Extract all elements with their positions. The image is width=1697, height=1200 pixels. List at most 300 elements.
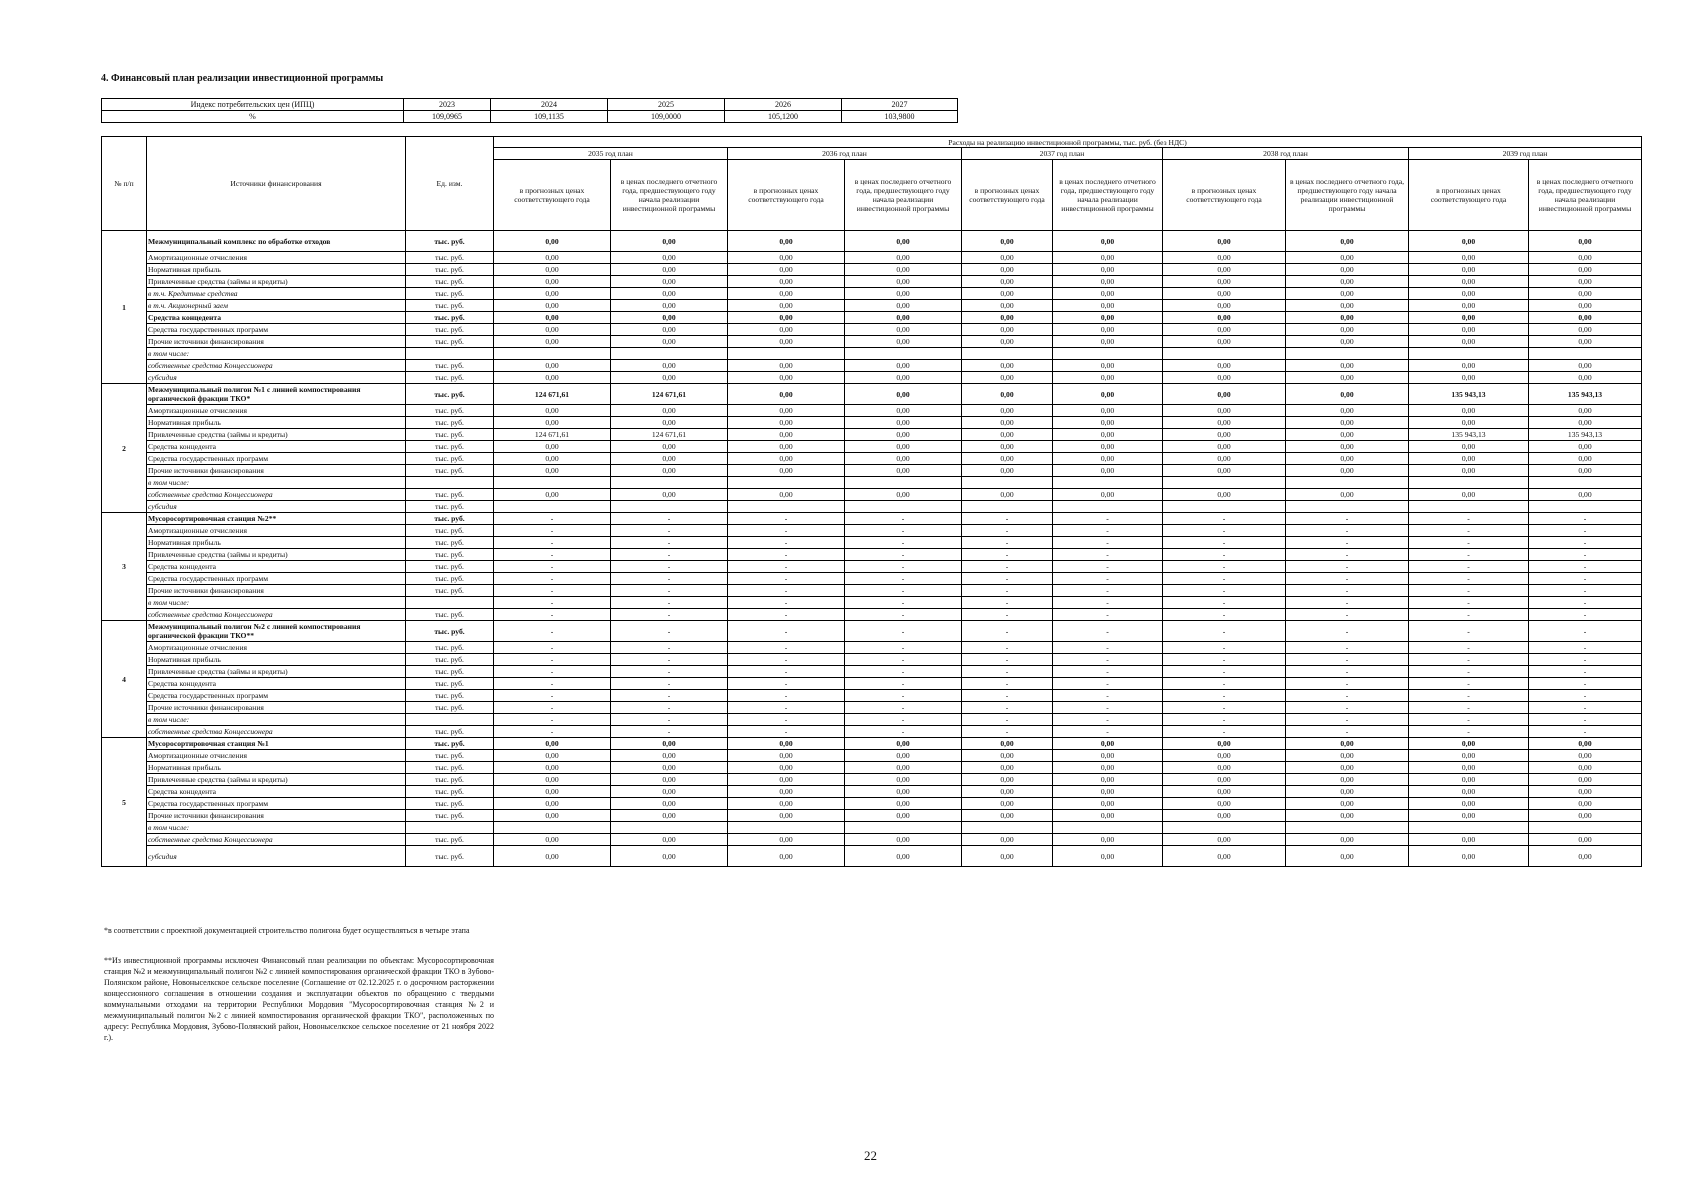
value-cell: - xyxy=(1529,714,1642,726)
value-cell: 0,00 xyxy=(1409,324,1529,336)
value-cell xyxy=(1529,477,1642,489)
source-label: в т.ч. Кредитные средства xyxy=(147,288,406,300)
subheader-forecast-prices: в прогнозных ценах соответствующего года xyxy=(1163,160,1286,231)
value-cell: - xyxy=(494,573,611,585)
value-cell: 0,00 xyxy=(845,312,962,324)
value-cell: 0,00 xyxy=(1163,834,1286,846)
value-cell: 0,00 xyxy=(1053,417,1163,429)
table-row xyxy=(102,417,1642,429)
source-label: Средства концедента xyxy=(147,561,406,573)
value-cell: 0,00 xyxy=(494,336,611,348)
value-cell: 0,00 xyxy=(1163,786,1286,798)
value-cell: - xyxy=(962,537,1053,549)
table-row xyxy=(102,798,1642,810)
value-cell: 0,00 xyxy=(1163,441,1286,453)
value-cell: 0,00 xyxy=(845,324,962,336)
value-cell: 0,00 xyxy=(494,405,611,417)
value-cell: 0,00 xyxy=(1053,300,1163,312)
value-cell: 0,00 xyxy=(728,810,845,822)
unit-cell: тыс. руб. xyxy=(406,549,494,561)
value-cell: 0,00 xyxy=(1409,336,1529,348)
source-label: Амортизационные отчисления xyxy=(147,642,406,654)
value-cell: - xyxy=(1286,549,1409,561)
value-cell: 0,00 xyxy=(1053,786,1163,798)
value-cell: 0,00 xyxy=(1529,360,1642,372)
value-cell: - xyxy=(962,726,1053,738)
table-row xyxy=(102,537,1642,549)
value-cell: - xyxy=(962,561,1053,573)
value-cell: - xyxy=(1163,597,1286,609)
table-row xyxy=(102,441,1642,453)
value-cell: 0,00 xyxy=(962,786,1053,798)
value-cell xyxy=(494,822,611,834)
source-label: Межмуниципальный комплекс по обработке отходов xyxy=(147,231,406,252)
value-cell: - xyxy=(1286,678,1409,690)
source-label: собственные средства Концессионера xyxy=(147,360,406,372)
value-cell: - xyxy=(611,609,728,621)
value-cell: 135 943,13 xyxy=(1409,429,1529,441)
value-cell xyxy=(845,822,962,834)
value-cell: - xyxy=(1286,537,1409,549)
value-cell: 0,00 xyxy=(1409,774,1529,786)
value-cell: - xyxy=(1163,726,1286,738)
footnote-1: *в соответствии с проектной документацией строительство полигона будет осуществляться в четыре этапа xyxy=(104,926,470,935)
subheader-base-prices: в ценах последнего отчетного года, предшествующего году начала реализации инвестиционной программы xyxy=(845,160,962,231)
cpi-value: 109,0000 xyxy=(608,111,725,123)
value-cell xyxy=(1529,822,1642,834)
source-label: Прочие источники финансирования xyxy=(147,585,406,597)
value-cell: 0,00 xyxy=(1053,288,1163,300)
source-label: в том числе: xyxy=(147,597,406,609)
source-label: Амортизационные отчисления xyxy=(147,252,406,264)
value-cell: - xyxy=(845,597,962,609)
unit-cell: тыс. руб. xyxy=(406,288,494,300)
value-cell: 0,00 xyxy=(845,774,962,786)
value-cell: 0,00 xyxy=(1163,750,1286,762)
financial-plan-table xyxy=(101,136,1642,867)
source-label: субсидия xyxy=(147,372,406,384)
value-cell: - xyxy=(1053,609,1163,621)
value-cell: 0,00 xyxy=(728,786,845,798)
value-cell: - xyxy=(728,549,845,561)
value-cell: 0,00 xyxy=(1163,312,1286,324)
value-cell: - xyxy=(1286,654,1409,666)
value-cell: - xyxy=(1163,609,1286,621)
table-row xyxy=(102,609,1642,621)
value-cell: 0,00 xyxy=(1053,405,1163,417)
value-cell: 0,00 xyxy=(962,810,1053,822)
unit-cell: тыс. руб. xyxy=(406,810,494,822)
value-cell: 0,00 xyxy=(1053,774,1163,786)
source-label: в том числе: xyxy=(147,477,406,489)
value-cell: 0,00 xyxy=(1529,264,1642,276)
source-label: Прочие источники финансирования xyxy=(147,336,406,348)
table-row xyxy=(102,348,1642,360)
value-cell: 0,00 xyxy=(845,465,962,477)
source-label: Средства концедента xyxy=(147,312,406,324)
value-cell: 0,00 xyxy=(962,453,1053,465)
value-cell: - xyxy=(1163,678,1286,690)
value-cell: 0,00 xyxy=(1053,264,1163,276)
value-cell: 0,00 xyxy=(1286,417,1409,429)
value-cell: - xyxy=(611,678,728,690)
value-cell: 0,00 xyxy=(1163,798,1286,810)
table-row xyxy=(102,621,1642,642)
value-cell: 0,00 xyxy=(611,762,728,774)
value-cell: - xyxy=(1409,597,1529,609)
value-cell: - xyxy=(611,702,728,714)
cpi-year: 2026 xyxy=(725,99,842,111)
unit-cell: тыс. руб. xyxy=(406,738,494,750)
value-cell: 0,00 xyxy=(1163,276,1286,288)
value-cell: - xyxy=(611,549,728,561)
value-cell: - xyxy=(845,642,962,654)
value-cell: 0,00 xyxy=(1286,750,1409,762)
value-cell: 0,00 xyxy=(1163,465,1286,477)
value-cell: 0,00 xyxy=(1529,276,1642,288)
value-cell: 0,00 xyxy=(1409,441,1529,453)
source-label: Нормативная прибыль xyxy=(147,264,406,276)
value-cell: 0,00 xyxy=(728,429,845,441)
value-cell: 0,00 xyxy=(728,846,845,867)
value-cell: - xyxy=(1163,690,1286,702)
value-cell: - xyxy=(845,573,962,585)
value-cell: 0,00 xyxy=(1286,786,1409,798)
value-cell: - xyxy=(1409,573,1529,585)
value-cell xyxy=(728,501,845,513)
value-cell: - xyxy=(845,666,962,678)
value-cell: - xyxy=(611,642,728,654)
table-row xyxy=(102,549,1642,561)
subheader-forecast-prices: в прогнозных ценах соответствующего года xyxy=(962,160,1053,231)
table-row xyxy=(102,666,1642,678)
value-cell: - xyxy=(845,702,962,714)
value-cell: - xyxy=(611,573,728,585)
group-number: 4 xyxy=(102,621,147,738)
table-row xyxy=(102,336,1642,348)
value-cell: 0,00 xyxy=(1163,405,1286,417)
value-cell: 0,00 xyxy=(962,417,1053,429)
table-row xyxy=(102,429,1642,441)
value-cell xyxy=(1053,348,1163,360)
value-cell: - xyxy=(845,525,962,537)
value-cell: - xyxy=(1529,726,1642,738)
value-cell: - xyxy=(845,714,962,726)
value-cell: 0,00 xyxy=(728,774,845,786)
value-cell: 0,00 xyxy=(1163,453,1286,465)
unit-cell: тыс. руб. xyxy=(406,252,494,264)
value-cell: 0,00 xyxy=(1529,846,1642,867)
value-cell: 0,00 xyxy=(845,834,962,846)
value-cell: - xyxy=(494,690,611,702)
group-number: 5 xyxy=(102,738,147,867)
value-cell: 0,00 xyxy=(1163,810,1286,822)
value-cell: 0,00 xyxy=(494,276,611,288)
value-cell: 0,00 xyxy=(1529,231,1642,252)
value-cell: - xyxy=(962,549,1053,561)
value-cell: - xyxy=(611,561,728,573)
value-cell: - xyxy=(728,666,845,678)
value-cell: 0,00 xyxy=(1529,405,1642,417)
value-cell: - xyxy=(494,537,611,549)
value-cell: 0,00 xyxy=(845,252,962,264)
value-cell: 0,00 xyxy=(728,288,845,300)
value-cell: 0,00 xyxy=(1286,453,1409,465)
source-label: Мусоросортировочная станция №2** xyxy=(147,513,406,525)
value-cell: 0,00 xyxy=(1409,372,1529,384)
cpi-index-table xyxy=(101,98,958,123)
cpi-values-row xyxy=(102,111,958,123)
value-cell: 0,00 xyxy=(962,372,1053,384)
unit-cell: тыс. руб. xyxy=(406,417,494,429)
unit-cell: тыс. руб. xyxy=(406,312,494,324)
source-label: собственные средства Концессионера xyxy=(147,489,406,501)
value-cell: 0,00 xyxy=(1163,231,1286,252)
value-cell: 0,00 xyxy=(611,453,728,465)
value-cell: 0,00 xyxy=(728,762,845,774)
value-cell: 0,00 xyxy=(494,264,611,276)
value-cell xyxy=(962,477,1053,489)
value-cell: 124 671,61 xyxy=(494,384,611,405)
value-cell: 0,00 xyxy=(962,324,1053,336)
value-cell xyxy=(962,348,1053,360)
value-cell: 0,00 xyxy=(1529,762,1642,774)
unit-cell: тыс. руб. xyxy=(406,384,494,405)
unit-cell: тыс. руб. xyxy=(406,690,494,702)
value-cell: 0,00 xyxy=(845,453,962,465)
unit-cell: тыс. руб. xyxy=(406,264,494,276)
source-label: Привлеченные средства (займы и кредиты) xyxy=(147,774,406,786)
value-cell: - xyxy=(611,666,728,678)
value-cell: - xyxy=(494,549,611,561)
value-cell: - xyxy=(1053,726,1163,738)
value-cell: - xyxy=(728,654,845,666)
value-cell: - xyxy=(1286,642,1409,654)
value-cell xyxy=(1286,501,1409,513)
unit-cell xyxy=(406,822,494,834)
year-header: 2035 год план xyxy=(494,148,728,160)
value-cell: - xyxy=(1286,609,1409,621)
value-cell xyxy=(1163,477,1286,489)
value-cell: 0,00 xyxy=(728,489,845,501)
value-cell: 0,00 xyxy=(611,264,728,276)
value-cell: 0,00 xyxy=(1286,300,1409,312)
year-header: 2038 год план xyxy=(1163,148,1409,160)
value-cell: 0,00 xyxy=(1286,252,1409,264)
value-cell: - xyxy=(494,654,611,666)
value-cell: - xyxy=(728,642,845,654)
value-cell: 0,00 xyxy=(1286,762,1409,774)
value-cell: 0,00 xyxy=(494,810,611,822)
value-cell: - xyxy=(1286,666,1409,678)
value-cell: 0,00 xyxy=(1409,276,1529,288)
table-row xyxy=(102,585,1642,597)
value-cell: 0,00 xyxy=(1529,252,1642,264)
value-cell: - xyxy=(1163,654,1286,666)
table-row xyxy=(102,405,1642,417)
value-cell: - xyxy=(1053,513,1163,525)
table-row xyxy=(102,726,1642,738)
value-cell: 0,00 xyxy=(845,489,962,501)
value-cell: - xyxy=(1409,642,1529,654)
subheader-base-prices: в ценах последнего отчетного года, предшествующего году начала реализации инвестиционной программы xyxy=(1053,160,1163,231)
value-cell: - xyxy=(1163,621,1286,642)
value-cell: - xyxy=(1163,666,1286,678)
value-cell: - xyxy=(1529,690,1642,702)
value-cell: 0,00 xyxy=(494,360,611,372)
value-cell: - xyxy=(962,690,1053,702)
cpi-value: 105,1200 xyxy=(725,111,842,123)
value-cell xyxy=(1529,348,1642,360)
value-cell: - xyxy=(1409,666,1529,678)
value-cell: 0,00 xyxy=(494,252,611,264)
value-cell: - xyxy=(845,537,962,549)
value-cell: 0,00 xyxy=(845,288,962,300)
value-cell: 0,00 xyxy=(1286,336,1409,348)
source-label: Средства государственных программ xyxy=(147,453,406,465)
value-cell: 0,00 xyxy=(1409,762,1529,774)
value-cell: 0,00 xyxy=(1286,774,1409,786)
value-cell: 0,00 xyxy=(962,384,1053,405)
value-cell: - xyxy=(1409,561,1529,573)
value-cell: - xyxy=(728,573,845,585)
value-cell: - xyxy=(1053,537,1163,549)
unit-cell: тыс. руб. xyxy=(406,666,494,678)
value-cell: 0,00 xyxy=(1163,288,1286,300)
value-cell: 0,00 xyxy=(611,489,728,501)
value-cell: 0,00 xyxy=(1053,762,1163,774)
value-cell xyxy=(1529,501,1642,513)
value-cell: 0,00 xyxy=(1286,834,1409,846)
value-cell: - xyxy=(494,726,611,738)
source-label: Привлеченные средства (займы и кредиты) xyxy=(147,429,406,441)
value-cell xyxy=(611,348,728,360)
subheader-forecast-prices: в прогнозных ценах соответствующего года xyxy=(1409,160,1529,231)
value-cell: 0,00 xyxy=(1163,738,1286,750)
value-cell: 0,00 xyxy=(1053,846,1163,867)
cpi-years-row xyxy=(102,99,958,111)
value-cell: 0,00 xyxy=(611,405,728,417)
value-cell: 0,00 xyxy=(962,312,1053,324)
value-cell: 0,00 xyxy=(1286,441,1409,453)
value-cell: 0,00 xyxy=(494,489,611,501)
unit-cell xyxy=(406,597,494,609)
source-label: собственные средства Концессионера xyxy=(147,726,406,738)
value-cell: 0,00 xyxy=(1286,738,1409,750)
value-cell: - xyxy=(1529,666,1642,678)
value-cell: 0,00 xyxy=(494,750,611,762)
table-row xyxy=(102,453,1642,465)
value-cell: 0,00 xyxy=(1529,810,1642,822)
source-label: в т.ч. Акционерный заем xyxy=(147,300,406,312)
unit-cell: тыс. руб. xyxy=(406,609,494,621)
value-cell: 0,00 xyxy=(962,489,1053,501)
value-cell: - xyxy=(1529,609,1642,621)
page-number: 22 xyxy=(864,1148,877,1163)
unit-cell: тыс. руб. xyxy=(406,372,494,384)
value-cell: 0,00 xyxy=(494,453,611,465)
value-cell: 0,00 xyxy=(1409,465,1529,477)
value-cell: 0,00 xyxy=(1409,360,1529,372)
value-cell xyxy=(1409,477,1529,489)
value-cell: - xyxy=(1163,702,1286,714)
footnote-2: **Из инвестиционной программы исключен Финансовый план реализации по объектам: Мусоросортировочная станция №2 и межмуниципальный полигон №2 с линией компостирования органической фракции ТКО в Зубово-Полянском районе, Новоныселкское сельское поселение (Соглашение от 02.12.2025 г. о досрочном расторжении концессионного соглашения в отношении создания и эксплуатации объектов по обращению с твердыми коммунальными отходами на территории Республики Мордовия "Мусоросортировочная станция №2 и межмуниципальный полигон №2 с линией компостирования органической фракции ТКО", расположенных по адресу: Республика Мордовия, Зубово-Полянский район, Новоныселкское сельское поселение от 21 ноября 2022 г.). xyxy=(104,956,494,1042)
value-cell: 0,00 xyxy=(845,276,962,288)
value-cell: - xyxy=(845,549,962,561)
unit-cell: тыс. руб. xyxy=(406,537,494,549)
value-cell: 0,00 xyxy=(728,324,845,336)
value-cell: - xyxy=(1529,642,1642,654)
value-cell: - xyxy=(1053,714,1163,726)
value-cell: - xyxy=(611,513,728,525)
value-cell xyxy=(962,822,1053,834)
value-cell: - xyxy=(611,726,728,738)
source-label: Привлеченные средства (займы и кредиты) xyxy=(147,549,406,561)
value-cell xyxy=(728,477,845,489)
table-row xyxy=(102,276,1642,288)
value-cell: 0,00 xyxy=(728,417,845,429)
value-cell: - xyxy=(1053,666,1163,678)
value-cell: 135 943,13 xyxy=(1409,384,1529,405)
value-cell: 0,00 xyxy=(1529,312,1642,324)
header-row-expenses xyxy=(102,137,1642,148)
value-cell: 0,00 xyxy=(728,360,845,372)
value-cell: - xyxy=(1163,525,1286,537)
value-cell: 0,00 xyxy=(1286,372,1409,384)
unit-cell: тыс. руб. xyxy=(406,762,494,774)
value-cell: 0,00 xyxy=(1529,489,1642,501)
value-cell: - xyxy=(1286,561,1409,573)
unit-cell: тыс. руб. xyxy=(406,300,494,312)
value-cell: - xyxy=(1286,525,1409,537)
value-cell: 0,00 xyxy=(962,405,1053,417)
value-cell: 0,00 xyxy=(728,252,845,264)
value-cell: 0,00 xyxy=(962,231,1053,252)
value-cell: 0,00 xyxy=(1409,252,1529,264)
value-cell: - xyxy=(1053,690,1163,702)
subheader-base-prices: в ценах последнего отчетного года, предшествующего году начала реализации инвестиционной программы xyxy=(1529,160,1642,231)
value-cell: 0,00 xyxy=(1409,738,1529,750)
value-cell: 0,00 xyxy=(611,738,728,750)
value-cell: 0,00 xyxy=(1529,300,1642,312)
source-label: Нормативная прибыль xyxy=(147,762,406,774)
value-cell: 0,00 xyxy=(1163,384,1286,405)
value-cell: 0,00 xyxy=(1529,441,1642,453)
unit-cell: тыс. руб. xyxy=(406,561,494,573)
value-cell xyxy=(1053,477,1163,489)
value-cell: 0,00 xyxy=(845,798,962,810)
source-label: Прочие источники финансирования xyxy=(147,702,406,714)
value-cell: - xyxy=(845,690,962,702)
value-cell: 0,00 xyxy=(845,786,962,798)
value-cell: - xyxy=(1409,585,1529,597)
value-cell: 0,00 xyxy=(1163,264,1286,276)
value-cell: 0,00 xyxy=(1529,786,1642,798)
value-cell: 0,00 xyxy=(1529,465,1642,477)
group-number: 3 xyxy=(102,513,147,621)
value-cell: 0,00 xyxy=(1529,798,1642,810)
value-cell: 0,00 xyxy=(494,738,611,750)
source-label: Средства концедента xyxy=(147,786,406,798)
unit-cell: тыс. руб. xyxy=(406,726,494,738)
value-cell: - xyxy=(728,690,845,702)
table-row xyxy=(102,678,1642,690)
table-row xyxy=(102,513,1642,525)
value-cell: 0,00 xyxy=(962,288,1053,300)
source-label: Средства государственных программ xyxy=(147,690,406,702)
value-cell: 0,00 xyxy=(1409,453,1529,465)
value-cell: - xyxy=(1409,609,1529,621)
